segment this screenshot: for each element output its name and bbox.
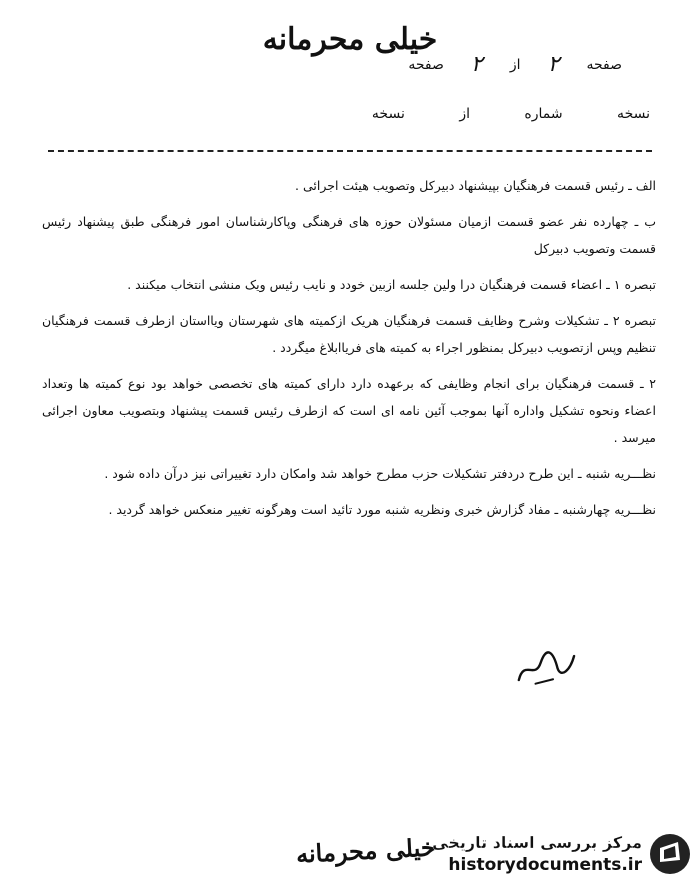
page-label: صفحه xyxy=(586,56,622,73)
paragraph-be: ب ـ چهارده نفر عضو قسمت ازمیان مسئولان حوزه های فرهنگی وپاکارشناسان امور فرهنگی طبق پیشنهاد رئیس قسمت وتصویب دبیرکل xyxy=(42,214,656,256)
paragraph-saturday-opinion: نظـــریه شنبه ـ این طرح دردفتر تشکیلات حزب مطرح خواهد شد وامکان دارد تغییراتی نیز درآن داده شود . xyxy=(104,466,656,481)
paragraph-alef: الف ـ رئیس قسمت فرهنگیان بپیشنهاد دبیرکل وتصویب هیئت اجرائی . xyxy=(295,178,656,193)
copy-of-label: از xyxy=(459,106,470,122)
archive-logo-icon xyxy=(648,832,692,876)
paragraph-note-2: تبصره ۲ ـ تشکیلات وشرح وظایف قسمت فرهنگیان هریک ازکمیته های شهرستان ویااستان ازطرف قسمت فرهنگیان تنظیم وپس ازتصویب دبیرکل بمنظور اجراء به کمیته های فریاابلاغ میگردد . xyxy=(42,313,657,355)
divider-line xyxy=(48,150,652,152)
page-total: ۲ xyxy=(470,52,483,77)
footer-classification-title: خیلی محرمانه xyxy=(295,832,437,869)
copy-total-label: نسخه xyxy=(371,106,405,122)
of-label: از xyxy=(509,56,521,73)
watermark-url: historydocuments.ir xyxy=(448,855,642,875)
copy-label: نسخه شماره xyxy=(524,106,650,122)
paragraph-2: ۲ ـ قسمت فرهنگیان برای انجام وظایفی که برعهده دارد دارای کمیته های تخصصی خواهد بود نوع کمیته ها وتعداد اعضاء ونحوه تشکیل واداره آنها بموجب آئین نامه ای است که ازطرف رئیس قسمت پیشنهاد وبتصویب معاون اجرائی میرسد . xyxy=(42,376,656,445)
watermark-name: مرکز بررسی اسناد تاریخی xyxy=(432,833,642,852)
copy-number-line xyxy=(372,106,650,122)
signature xyxy=(509,643,585,700)
page-label-2: صفحه xyxy=(408,56,444,73)
paragraph-wednesday-opinion: نظـــریه چهارشنبه ـ مفاد گزارش خبری ونظریه شنبه مورد تائید است وهرگونه تغییر منعکس خواهد گردید . xyxy=(108,502,656,517)
page-number-line xyxy=(408,52,622,77)
page-number: ۲ xyxy=(547,52,560,77)
classification-title: خیلی محرمانه xyxy=(262,22,438,57)
document-body xyxy=(42,172,656,532)
archive-watermark xyxy=(302,826,692,882)
paragraph-note-1: تبصره ۱ ـ اعضاء قسمت فرهنگیان درا ولین جلسه ازبین خودد و نایب رئیس ویک منشی انتخاب میکنند . xyxy=(127,277,656,292)
signature-mark-icon xyxy=(509,643,584,692)
